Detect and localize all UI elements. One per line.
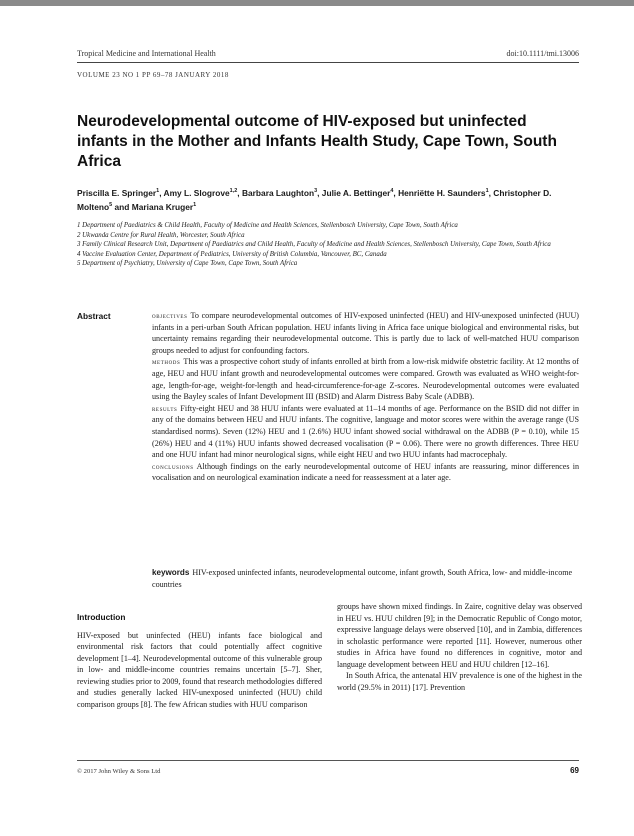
- abstract-results: [152, 403, 579, 461]
- section-label: methods: [152, 357, 181, 367]
- volume-line: VOLUME 23 NO 1 PP 69–78 JANUARY 2018: [77, 71, 229, 79]
- author-name: Henriëtte H. Saunders: [398, 187, 486, 198]
- author-name: Mariana Kruger: [131, 202, 194, 213]
- keywords: [152, 567, 579, 590]
- author-name: Amy L. Slogrove: [163, 187, 230, 198]
- intro-left-column: [77, 601, 322, 710]
- author-name: Barbara Laughton: [241, 187, 315, 198]
- page-footer: [77, 766, 579, 775]
- top-border: [0, 0, 634, 6]
- author-affiliation-marker: 1,2: [229, 188, 238, 194]
- doi[interactable]: doi:10.1111/tmi.13006: [506, 49, 579, 58]
- author-name: Julie A. Bettinger: [321, 187, 391, 198]
- section-label: conclusions: [152, 461, 194, 471]
- author-affiliation-marker: 5: [109, 202, 113, 209]
- section-text: This was a prospective cohort study of infants enrolled at birth from a low-risk midwife obstetric facility. At 12 months of age, HEU and HUU infant growth and neurodevelopmental outcomes were compared. Growth was evaluated as WHO weight-for-age, length-for-age, weight-for-length and head-circumference-for-age Z-scores. Neurodevelopmental outcomes were evaluated using the Bayley scales of Infant Development III (BSID) and Alarm Distress Baby Scale (ADBB).: [152, 357, 579, 402]
- affiliation-5: 5 Department of Psychiatry, University of Cape Town, Cape Town, South Africa: [77, 260, 298, 267]
- section-text: Fifty-eight HEU and 38 HUU infants were evaluated at 11–14 months of age. Performance on the BSID did not differ in any of the domains between HEU and HUU infants. The cognitive, language and motor scores were within the average range (US standardised norms). Seven (12%) HEU and 1 (2.6%) HUU infant showed social withdrawal on the ADBB (P = 0.10), while 15 (26%) HEU and 4 (11%) HUU infants showed decreased vocalisation (P = 0.06). There were no growth differences. Three HEU and one HUU infant had minor neurological signs, while eight HEU and two HUU infants had macrocephaly.: [152, 403, 579, 460]
- affiliation-4: 4 Vaccine Evaluation Center, Department of Pediatrics, University of British Columbia, Vancouver, BC, Canada: [77, 250, 387, 258]
- abstract-body: [152, 310, 579, 484]
- section-label: objectives: [152, 311, 188, 320]
- affiliations: [77, 221, 579, 269]
- copyright: © 2017 John Wiley & Sons Ltd: [77, 768, 161, 775]
- page-number: 69: [570, 766, 579, 775]
- abstract-objectives: [152, 310, 579, 356]
- affiliation-3: 3 Family Clinical Research Unit, Department of Paediatrics and Child Health, Faculty of Medicine and Health Sciences, Stellenbosch University, Cape Town, South Africa: [77, 241, 551, 248]
- section-text: To compare neurodevelopmental outcomes of HIV-exposed uninfected (HEU) and HIV-unexposed uninfected (HUU) infants in a peri-urban South African population. HEU infants living in Africa face unique biological and environmental risks, but uncertainty remains regarding their neurodevelopmental outcome. This is partly due to lack of well-matched HUU comparison groups needed to adjust for confounding factors.: [152, 311, 579, 355]
- introduction-heading: Introduction: [77, 612, 126, 622]
- intro-paragraph-continued: groups have shown mixed findings. In Zaire, cognitive delay was observed in HEU vs. HUU children [9]; in the Democratic Republic of Congo motor, expressive language delays were observed [10], and in Zambia, differences in scholastic performance were reported [11]. However, numerous other studies in Africa have found no differences in cognitive, motor and language development between HEU and HUU children [12–16].: [337, 602, 582, 669]
- intro-paragraph-2: In South Africa, the antenatal HIV prevalence is one of the highest in the world (29.5% in 2011) [17]. Prevention: [337, 671, 582, 692]
- author-affiliation-marker: 4: [390, 188, 394, 194]
- keywords-text: HIV-exposed uninfected infants, neurodevelopmental outcome, infant growth, South Africa, low- and middle-income countries: [152, 568, 573, 589]
- abstract-methods: [152, 356, 579, 402]
- affiliation-1: 1 Department of Paediatrics & Child Health, Faculty of Medicine and Health Sciences, Stellenbosch University, Cape Town, South Africa: [77, 222, 458, 229]
- header-rule: [77, 62, 579, 63]
- author-name: Priscilla E. Springer: [77, 187, 157, 198]
- author-name: Christopher D. Molteno: [77, 187, 552, 213]
- section-label: results: [152, 403, 178, 413]
- author-list: Priscilla E. Springer$^1$, Amy L. Slogrove$^{1,2}$, Barbara Laughton$^3$, Julie A. Bettinger$^4$, Henriëtte H. Saunders$^1$, Christopher D. Molteno$^5$ and Mariana Kruger$^1$: [77, 187, 552, 213]
- affiliation-2: 2 Ukwanda Centre for Rural Health, Worcester, South Africa: [77, 231, 245, 239]
- intro-right-column: [337, 601, 582, 693]
- author-affiliation-marker: 1: [193, 202, 197, 209]
- keywords-label: keywords: [152, 568, 190, 577]
- journal-name: Tropical Medicine and International Health: [77, 49, 216, 58]
- running-header: [77, 49, 579, 61]
- footer-rule: [77, 760, 579, 761]
- author-affiliation-marker: 1: [156, 188, 160, 194]
- author-affiliation-marker: 3: [314, 188, 318, 194]
- article-title: Neurodevelopmental outcome of HIV-exposed but uninfected infants in the Mother and Infants Health Study, Cape Town, South Africa: [77, 113, 557, 170]
- abstract-heading: Abstract: [77, 311, 111, 321]
- abstract-conclusions: [152, 461, 579, 484]
- intro-paragraph: HIV-exposed but uninfected (HEU) infants face biological and environmental risk factors that could potentially affect cognitive development [1–4]. Neurodevelopmental outcome of this vulnerable group in low- and middle-income countries remains uncertain [5–7]. Sher, reviewing studies prior to 2009, found that research methodologies differed and studies generally lacked HIV-unexposed uninfected (HUU) child comparison groups [8]. The few African studies with HUU comparison: [77, 630, 322, 709]
- section-text: Although findings on the early neurodevelopmental outcome of HEU infants are reassuring, minor differences in vocalisation and on neurological examination indicate a need for reassessment at a later age.: [152, 461, 579, 483]
- author-affiliation-marker: 1: [485, 188, 489, 194]
